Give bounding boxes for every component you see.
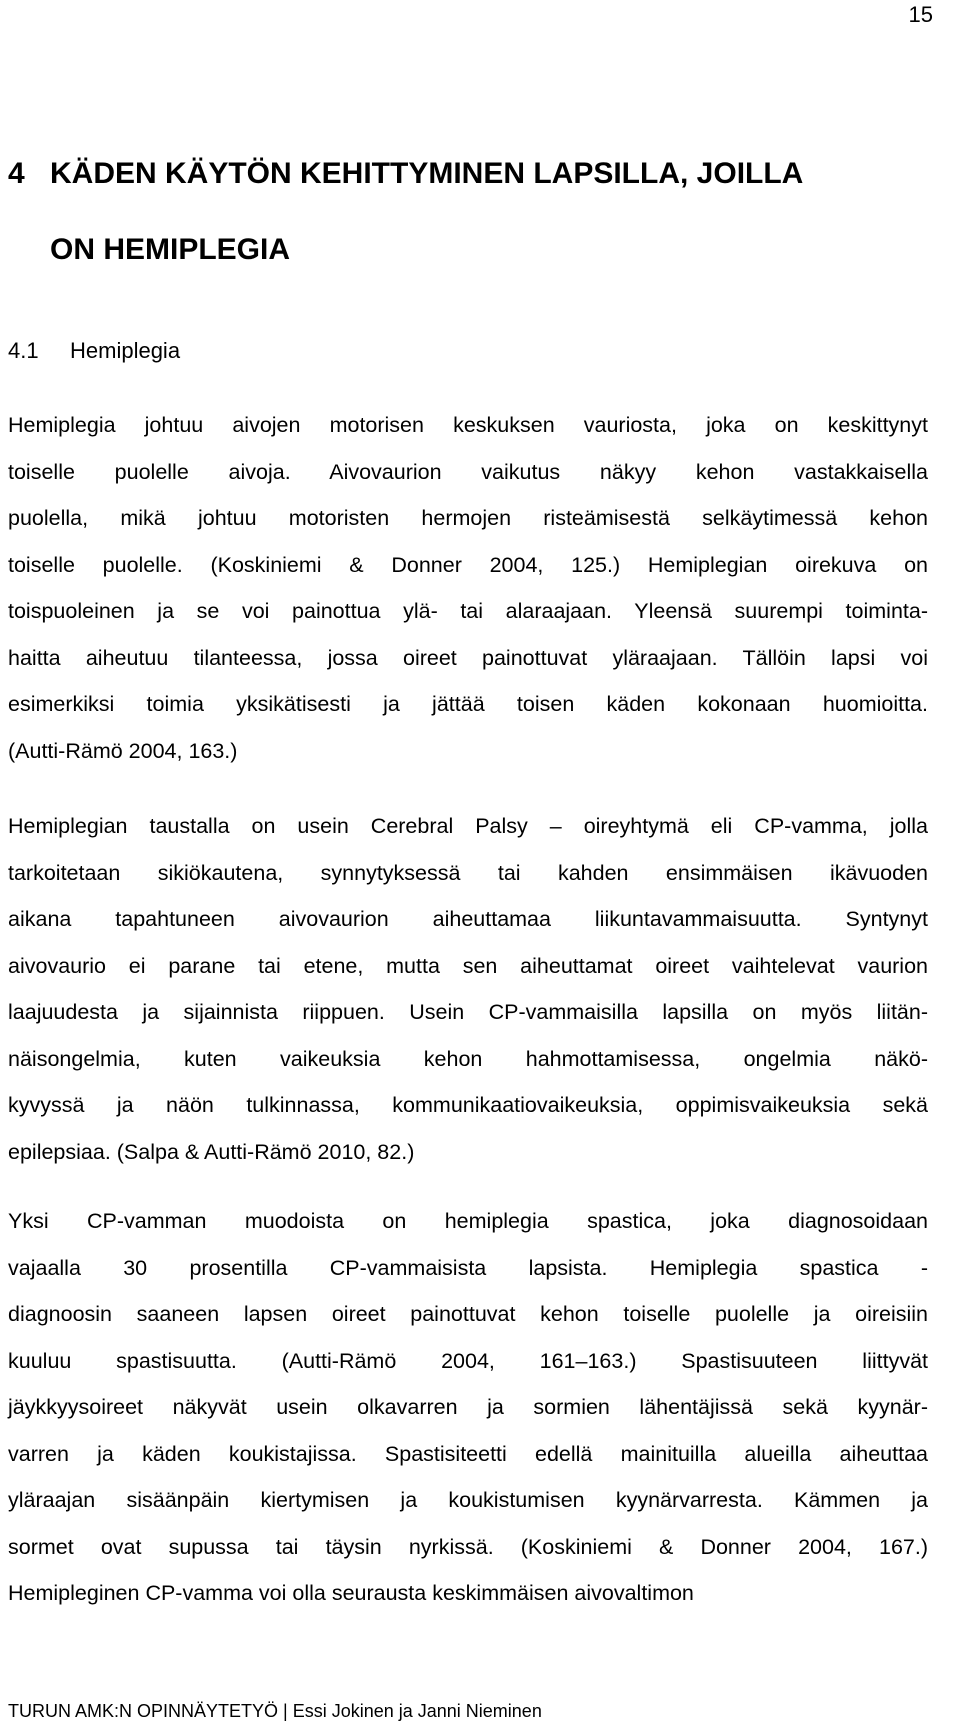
paragraph-line: esimerkiksi toimia yksikätisesti ja jättää toisen käden kokonaan huomioitta. bbox=[8, 692, 928, 716]
paragraph-line: näisongelmia, kuten vaikeuksia kehon hahmottamisessa, ongelmia näkö- bbox=[8, 1046, 928, 1071]
paragraph-line: tarkoitetaan sikiökautena, synnytyksessä tai kahden ensimmäisen ikävuoden bbox=[8, 860, 928, 885]
paragraph-line: kuuluu spastisuutta. (Autti-Rämö 2004, 161–163.) Spastisuuteen liittyvät bbox=[8, 1348, 928, 1373]
paragraph-line: jäykkyysoireet näkyvät usein olkavarren ja sormien lähentäjissä sekä kyynär- bbox=[8, 1395, 928, 1419]
paragraph-line: vajaalla 30 prosentilla CP-vammaisista lapsista. Hemiplegia spastica - bbox=[8, 1255, 928, 1280]
page-number: 15 bbox=[908, 2, 933, 27]
paragraph-line: toiselle puolelle. (Koskiniemi & Donner 2004, 125.) Hemiplegian oirekuva on bbox=[8, 552, 928, 577]
paragraph-1 bbox=[8, 402, 928, 774]
paragraph-line: kyvyssä ja näön tulkinnassa, kommunikaatiovaikeuksia, oppimisvaikeuksia sekä bbox=[8, 1093, 928, 1117]
paragraph-line: Hemipleginen CP-vamma voi olla seurausta keskimmäisen aivovaltimon bbox=[8, 1581, 694, 1605]
paragraph-line: Hemiplegia johtuu aivojen motorisen keskuksen vauriosta, joka on keskittynyt bbox=[8, 413, 928, 437]
footer: TURUN AMK:N OPINNÄYTETYÖ | Essi Jokinen ja Janni Nieminen bbox=[8, 1701, 542, 1721]
paragraph-line: Yksi CP-vamman muodoista on hemiplegia spastica, joka diagnosoidaan bbox=[8, 1209, 928, 1233]
paragraph-line: sormet ovat supussa tai täysin nyrkissä. (Koskiniemi & Donner 2004, 167.) bbox=[8, 1534, 928, 1559]
section-number: 4.1 bbox=[8, 338, 39, 363]
chapter-title-line2: ON HEMIPLEGIA bbox=[50, 233, 291, 266]
paragraph-3 bbox=[8, 1198, 928, 1617]
paragraph-line: varren ja käden koukistajissa. Spastisiteetti edellä mainituilla alueilla aiheuttaa bbox=[8, 1441, 928, 1466]
chapter-title bbox=[8, 136, 948, 288]
paragraph-line: aikana tapahtuneen aivovaurion aiheuttamaa liikuntavammaisuutta. Syntynyt bbox=[8, 907, 928, 931]
chapter-title-line1: KÄDEN KÄYTÖN KEHITTYMINEN LAPSILLA, JOILLA bbox=[50, 157, 804, 190]
paragraph-line: aivovaurio ei parane tai etene, mutta sen aiheuttamat oireet vaihtelevat vaurion bbox=[8, 953, 928, 978]
paragraph-line: puolella, mikä johtuu motoristen hermojen risteämisestä selkäytimessä kehon bbox=[8, 506, 928, 530]
paragraph-line: toispuoleinen ja se voi painottua ylä- tai alaraajaan. Yleensä suurempi toiminta- bbox=[8, 599, 928, 623]
paragraph-line: diagnoosin saaneen lapsen oireet painottuvat kehon toiselle puolelle ja oireisiin bbox=[8, 1302, 928, 1326]
chapter-number: 4 bbox=[8, 157, 25, 190]
paragraph-line: yläraajan sisäänpäin kiertymisen ja koukistumisen kyynärvarresta. Kämmen ja bbox=[8, 1488, 928, 1512]
paragraph-line: (Autti-Rämö 2004, 163.) bbox=[8, 738, 238, 763]
paragraph-line: toiselle puolelle aivoja. Aivovaurion vaikutus näkyy kehon vastakkaisella bbox=[8, 459, 928, 484]
paragraph-line: haitta aiheutuu tilanteessa, jossa oireet painottuvat yläraajaan. Tällöin lapsi voi bbox=[8, 645, 928, 670]
paragraph-line: Hemiplegian taustalla on usein Cerebral Palsy – oireyhtymä eli CP-vamma, jolla bbox=[8, 814, 928, 838]
paragraph-line: epilepsiaa. (Salpa & Autti-Rämö 2010, 82.) bbox=[8, 1139, 415, 1164]
paragraph-2 bbox=[8, 803, 928, 1175]
paragraph-line: laajuudesta ja sijainnista riippuen. Usein CP-vammaisilla lapsilla on myös liitän- bbox=[8, 1000, 928, 1024]
section-title-text: Hemiplegia bbox=[70, 338, 181, 363]
section-title bbox=[8, 338, 180, 364]
